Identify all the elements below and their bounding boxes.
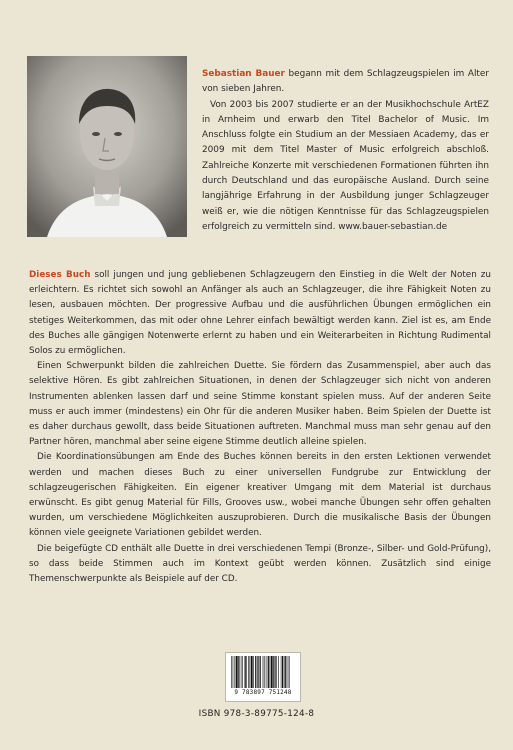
barcode (225, 652, 301, 702)
description-paragraph-2: Einen Schwerpunkt bilden die zahlreichen Duette. Sie fördern das Zusammenspiel, aber auch das selektive Hören. Es gibt zahlreichen Situationen, in denen der Schlagzeuger sich nicht von anderen Instrumenten ablenken lassen darf und seine Stimme konstant spielen muss. Auf der anderen Seite muss er auch immer (mindestens) ein Ohr für die anderen Musiker haben. Beim Spielen der Duette ist es daher durchaus gewollt, dass beide Situationen auftreten. Manchmal muss man sehr genau auf den Partner hören, manchmal aber seine eigene Stimme deutlich alleine spielen. (29, 361, 491, 448)
barcode-digits: 9 783897 751248 (234, 689, 292, 696)
description-paragraph-1 (29, 268, 491, 359)
barcode-bar (275, 656, 276, 688)
author-intro (202, 67, 489, 98)
barcode-bar (245, 656, 246, 688)
description-paragraph-1-text: soll jungen und jung gebliebenen Schlagzeugern den Einstieg in die Welt der Noten zu erleichtern. Es richtet sich sowohl an Anfänger als auch an Schlagzeuger, die ihre Fähigkeit Noten zu lesen, ausbauen möchten. Der progressive Aufbau und die ausführlichen Übungen ermöglichen ein stetiges Weiterkommen, das mit oder ohne Lehrer einfach bewältigt werden kann. Ziel ist es, am Ende des Buches alle gängigen Notenwerte erlernt zu haben und ein Weiterarbeiten in Richtung Rudimental Solos zu ermöglichen. (29, 270, 491, 357)
author-portrait-image (27, 56, 187, 237)
author-photo (27, 56, 187, 237)
description-lead: Dieses Buch (29, 270, 91, 280)
barcode-bar (260, 656, 261, 688)
barcode-bar (268, 656, 269, 688)
barcode-bar (242, 656, 243, 688)
barcode-bar (250, 656, 251, 688)
barcode-bar (276, 656, 277, 688)
description-paragraph-4: Die beigefügte CD enthält alle Duette in drei verschiedenen Tempi (Bronze-, Silber- und Gold-Prüfung), so dass beide Stimmen auch im Kontext geübt werden können. Zusätzlich sind einige Themenschwerpunkte als Beispiele auf der CD. (29, 543, 491, 585)
barcode-bar (288, 656, 289, 688)
barcode-bar (264, 656, 265, 688)
barcode-bar (246, 656, 247, 688)
barcode-bar (281, 656, 282, 688)
barcode-bar (263, 656, 264, 688)
isbn: ISBN 978-3-89775-124-8 (198, 709, 315, 719)
barcode-bar (271, 656, 273, 688)
barcode-bar (236, 656, 238, 688)
barcode-bar (270, 656, 271, 688)
barcode-bar (233, 656, 234, 688)
author-intro-text: begann mit dem Schlagzeugspielen im Alter von sieben Jahren. (202, 69, 489, 95)
author-bio-text: Von 2003 bis 2007 studierte er an der Musikhochschule ArtEZ in Arnheim und erwarb den Titel Bachelor of Music. Im Anschluss folgte ein Studium an der Messiaen Academy, das er 2009 mit dem Titel Master of Music erfolgreich abschloß. Zahlreiche Konzerte mit verschiedenen Formationen führten ihn durch Deutschland und das europäische Ausland. Durch seine langjährige Erfahrung in der Ausbildung junger Schlagzeuger weiß er, wie die nötigen Kenntnisse für das Schlagzeugspielen erfolgreich zu vermitteln sind. www.bauer-sebastian.de (202, 99, 489, 232)
barcode-bar (285, 656, 286, 688)
book-description (29, 268, 491, 587)
description-paragraph-3: Die Koordinationsübungen am Ende des Buches können bereits in den ersten Lektionen verwendet werden und machen dieses Buch zu einer universellen Fundgrube zur Entwicklung der schlagzeugerischen Fähigkeiten. Ein eigener kreativer Umgang mit dem Material ist durchaus erwünscht. Es gibt genug Material für Fills, Grooves usw., wobei manche Übungen sehr offen gehalten wurden, um verschiedene Möglichkeiten auszuprobieren. Durch die musikalische Basis der Übungen können viele geeignete Variationen gebildet werden. (29, 452, 491, 539)
barcode-bar (284, 656, 285, 688)
barcode-bar (282, 656, 283, 688)
barcode-bar (258, 656, 259, 688)
barcode-bars (230, 656, 296, 688)
author-name: Sebastian Bauer (202, 69, 285, 79)
barcode-bar (231, 656, 232, 688)
barcode-bar (238, 656, 239, 688)
barcode-bar (235, 656, 236, 688)
barcode-bar (241, 656, 242, 688)
barcode-bar (257, 656, 258, 688)
barcode-bar (289, 656, 290, 688)
barcode-bar (273, 656, 274, 688)
barcode-bar (255, 656, 256, 688)
barcode-bar (278, 656, 279, 688)
author-bio (202, 67, 489, 235)
barcode-bar (266, 656, 267, 688)
barcode-bar (251, 656, 253, 688)
barcode-bar (248, 656, 249, 688)
barcode-bar (253, 656, 254, 688)
